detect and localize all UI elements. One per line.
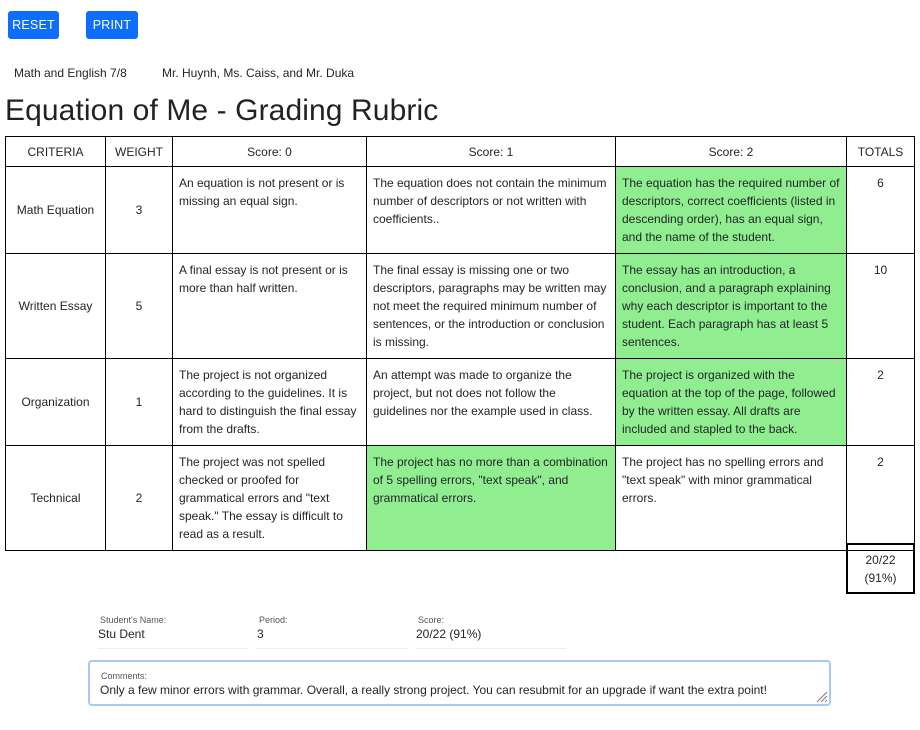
score-0-cell[interactable]: The project is not organized according to the guidelines. It is hard to distinguish the final essay from the drafts. [173, 359, 367, 446]
score-label: Score: [418, 615, 445, 625]
period-field[interactable] [257, 614, 407, 649]
period-value[interactable]: 3 [257, 627, 264, 641]
criteria-cell: Organization [6, 359, 106, 446]
row-total: 2 [847, 446, 915, 551]
score-2-cell[interactable]: The project is organized with the equation at the top of the page, followed by the written essay. All drafts are included and stapled to the back. [616, 359, 847, 446]
header-score-0: Score: 0 [173, 137, 367, 167]
student-name-field[interactable] [98, 614, 248, 649]
criteria-cell: Written Essay [6, 254, 106, 359]
page-title: Equation of Me - Grading Rubric [5, 94, 439, 127]
weight-cell: 1 [106, 359, 173, 446]
comments-value[interactable]: Only a few minor errors with grammar. Overall, a really strong project. You can resubmit for an upgrade if want the extra point! [100, 683, 767, 697]
table-row [6, 446, 915, 551]
header-totals: TOTALS [847, 137, 915, 167]
period-label: Period: [259, 615, 288, 625]
grand-total-percent: (91%) [864, 570, 897, 585]
table-row [6, 254, 915, 359]
rubric-table [5, 136, 915, 551]
header-weight: WEIGHT [106, 137, 173, 167]
score-0-cell[interactable]: An equation is not present or is missing an equal sign. [173, 167, 367, 254]
score-field [416, 614, 566, 649]
score-1-cell[interactable]: An attempt was made to organize the project, but not does not follow the guidelines nor the example used in class. [367, 359, 616, 446]
table-row [6, 167, 915, 254]
row-total: 2 [847, 359, 915, 446]
weight-cell: 2 [106, 446, 173, 551]
weight-cell: 3 [106, 167, 173, 254]
score-1-cell[interactable]: The final essay is missing one or two descriptors, paragraphs may be written may not meet the required minimum number of sentences, or the introduction or conclusion is missing. [367, 254, 616, 359]
comments-textarea[interactable] [88, 660, 831, 706]
student-name-label: Student's Name: [100, 615, 167, 625]
row-total: 10 [847, 254, 915, 359]
grand-total [846, 543, 915, 594]
score-value: 20/22 (91%) [416, 627, 482, 641]
reset-button[interactable]: RESET [8, 11, 59, 39]
score-2-cell[interactable]: The equation has the required number of descriptors, correct coefficients (listed in descending order), has an equal sign, and the name of the student. [616, 167, 847, 254]
header-score-1: Score: 1 [367, 137, 616, 167]
score-1-cell[interactable]: The equation does not contain the minimum number of descriptors or not written with coefficients.. [367, 167, 616, 254]
comments-label: Comments: [101, 671, 148, 681]
score-2-cell[interactable]: The essay has an introduction, a conclusion, and a paragraph explaining why each descriptor is important to the student. Each paragraph has at least 5 sentences. [616, 254, 847, 359]
header-criteria: CRITERIA [6, 137, 106, 167]
weight-cell: 5 [106, 254, 173, 359]
grand-total-score: 20/22 [865, 552, 896, 567]
table-row [6, 359, 915, 446]
course-name: Math and English 7/8 [14, 66, 127, 80]
criteria-cell: Technical [6, 446, 106, 551]
resize-grip-icon[interactable] [814, 689, 828, 703]
header-row [6, 137, 915, 167]
score-0-cell[interactable]: The project was not spelled checked or proofed for grammatical errors and "text speak." The essay is difficult to read as a result. [173, 446, 367, 551]
header-score-2: Score: 2 [616, 137, 847, 167]
row-total: 6 [847, 167, 915, 254]
score-1-cell[interactable]: The project has no more than a combination of 5 spelling errors, "text speak", and grammatical errors. [367, 446, 616, 551]
print-button[interactable]: PRINT [86, 11, 138, 39]
student-name-value[interactable]: Stu Dent [98, 627, 145, 641]
score-2-cell[interactable]: The project has no spelling errors and "text speak" with minor grammatical errors. [616, 446, 847, 551]
criteria-cell: Math Equation [6, 167, 106, 254]
score-0-cell[interactable]: A final essay is not present or is more than half written. [173, 254, 367, 359]
teacher-names: Mr. Huynh, Ms. Caiss, and Mr. Duka [162, 66, 355, 80]
